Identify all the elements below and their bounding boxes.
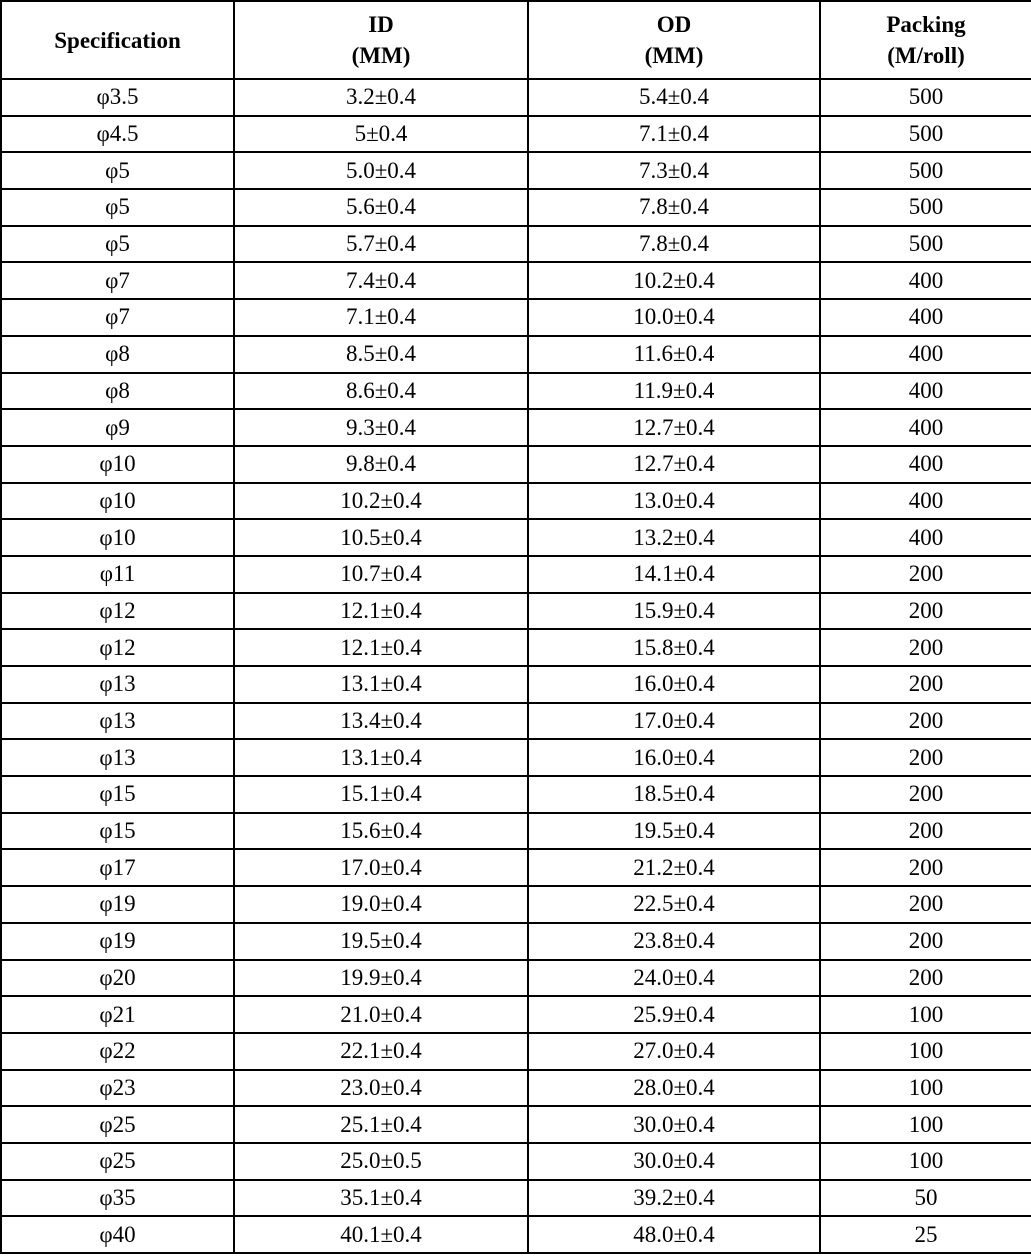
- header-id-unit: (MM): [351, 43, 411, 68]
- cell-id: 12.1±0.4: [234, 593, 528, 630]
- cell-specification: φ5: [1, 226, 234, 263]
- cell-specification: φ4.5: [1, 116, 234, 153]
- cell-specification: φ5: [1, 189, 234, 226]
- cell-packing: 100: [820, 996, 1031, 1033]
- cell-id: 5.7±0.4: [234, 226, 528, 263]
- header-od-label: OD: [656, 12, 692, 37]
- cell-id: 13.1±0.4: [234, 739, 528, 776]
- header-specification-label: Specification: [54, 27, 181, 53]
- cell-packing: 50: [820, 1180, 1031, 1217]
- cell-od: 13.0±0.4: [528, 483, 820, 520]
- cell-packing: 400: [820, 409, 1031, 446]
- header-id: [234, 1, 528, 79]
- cell-packing: 100: [820, 1106, 1031, 1143]
- cell-specification: φ12: [1, 593, 234, 630]
- cell-id: 15.6±0.4: [234, 813, 528, 850]
- cell-od: 22.5±0.4: [528, 886, 820, 923]
- cell-id: 13.1±0.4: [234, 666, 528, 703]
- cell-packing: 500: [820, 189, 1031, 226]
- cell-od: 16.0±0.4: [528, 666, 820, 703]
- cell-specification: φ40: [1, 1216, 234, 1253]
- cell-od: 23.8±0.4: [528, 923, 820, 960]
- table-row: [1, 409, 1031, 446]
- cell-od: 21.2±0.4: [528, 849, 820, 886]
- cell-id: 15.1±0.4: [234, 776, 528, 813]
- cell-od: 5.4±0.4: [528, 79, 820, 116]
- cell-id: 25.1±0.4: [234, 1106, 528, 1143]
- cell-specification: φ9: [1, 409, 234, 446]
- table-row: [1, 996, 1031, 1033]
- cell-specification: φ20: [1, 960, 234, 997]
- cell-packing: 400: [820, 519, 1031, 556]
- cell-od: 7.1±0.4: [528, 116, 820, 153]
- cell-specification: φ15: [1, 776, 234, 813]
- cell-specification: φ19: [1, 886, 234, 923]
- cell-specification: φ13: [1, 666, 234, 703]
- header-id-label: ID: [368, 12, 394, 37]
- cell-specification: φ10: [1, 446, 234, 483]
- cell-od: 15.8±0.4: [528, 629, 820, 666]
- table-row: [1, 189, 1031, 226]
- cell-id: 7.1±0.4: [234, 299, 528, 336]
- cell-packing: 200: [820, 886, 1031, 923]
- cell-packing: 25: [820, 1216, 1031, 1253]
- cell-specification: φ10: [1, 519, 234, 556]
- cell-specification: φ21: [1, 996, 234, 1033]
- table-row: [1, 629, 1031, 666]
- cell-packing: 400: [820, 336, 1031, 373]
- cell-id: 8.5±0.4: [234, 336, 528, 373]
- table-row: [1, 556, 1031, 593]
- cell-od: 14.1±0.4: [528, 556, 820, 593]
- cell-id: 19.5±0.4: [234, 923, 528, 960]
- cell-specification: φ23: [1, 1070, 234, 1107]
- cell-od: 25.9±0.4: [528, 996, 820, 1033]
- cell-id: 5±0.4: [234, 116, 528, 153]
- table-row: [1, 226, 1031, 263]
- table-row: [1, 666, 1031, 703]
- cell-specification: φ8: [1, 336, 234, 373]
- cell-od: 10.0±0.4: [528, 299, 820, 336]
- table-row: [1, 519, 1031, 556]
- cell-packing: 400: [820, 483, 1031, 520]
- table-row: [1, 116, 1031, 153]
- cell-id: 10.7±0.4: [234, 556, 528, 593]
- cell-packing: 500: [820, 116, 1031, 153]
- cell-od: 7.8±0.4: [528, 226, 820, 263]
- cell-id: 19.9±0.4: [234, 960, 528, 997]
- cell-specification: φ7: [1, 299, 234, 336]
- header-packing: [820, 1, 1031, 79]
- cell-packing: 400: [820, 373, 1031, 410]
- cell-od: 18.5±0.4: [528, 776, 820, 813]
- cell-packing: 500: [820, 226, 1031, 263]
- cell-id: 5.0±0.4: [234, 152, 528, 189]
- cell-od: 11.9±0.4: [528, 373, 820, 410]
- table-row: [1, 739, 1031, 776]
- cell-packing: 500: [820, 79, 1031, 116]
- cell-packing: 200: [820, 923, 1031, 960]
- cell-specification: φ11: [1, 556, 234, 593]
- cell-id: 7.4±0.4: [234, 262, 528, 299]
- cell-od: 13.2±0.4: [528, 519, 820, 556]
- cell-specification: φ5: [1, 152, 234, 189]
- cell-od: 16.0±0.4: [528, 739, 820, 776]
- table-row: [1, 703, 1031, 740]
- cell-od: 39.2±0.4: [528, 1180, 820, 1217]
- cell-od: 10.2±0.4: [528, 262, 820, 299]
- cell-packing: 500: [820, 152, 1031, 189]
- cell-packing: 200: [820, 629, 1031, 666]
- cell-id: 13.4±0.4: [234, 703, 528, 740]
- cell-specification: φ19: [1, 923, 234, 960]
- table-row: [1, 923, 1031, 960]
- cell-id: 40.1±0.4: [234, 1216, 528, 1253]
- table-row: [1, 813, 1031, 850]
- cell-packing: 200: [820, 960, 1031, 997]
- cell-od: 12.7±0.4: [528, 409, 820, 446]
- cell-id: 9.3±0.4: [234, 409, 528, 446]
- table-row: [1, 1143, 1031, 1180]
- header-packing-unit: (M/roll): [887, 43, 965, 68]
- header-od-unit: (MM): [644, 43, 704, 68]
- cell-specification: φ25: [1, 1143, 234, 1180]
- table-row: [1, 79, 1031, 116]
- cell-specification: φ12: [1, 629, 234, 666]
- cell-specification: φ25: [1, 1106, 234, 1143]
- table-row: [1, 886, 1031, 923]
- header-od: [528, 1, 820, 79]
- cell-od: 11.6±0.4: [528, 336, 820, 373]
- cell-id: 3.2±0.4: [234, 79, 528, 116]
- cell-id: 19.0±0.4: [234, 886, 528, 923]
- cell-id: 12.1±0.4: [234, 629, 528, 666]
- table-row: [1, 152, 1031, 189]
- table-row: [1, 593, 1031, 630]
- cell-od: 12.7±0.4: [528, 446, 820, 483]
- cell-specification: φ8: [1, 373, 234, 410]
- table-row: [1, 446, 1031, 483]
- cell-packing: 200: [820, 849, 1031, 886]
- cell-packing: 100: [820, 1033, 1031, 1070]
- cell-specification: φ17: [1, 849, 234, 886]
- cell-specification: φ3.5: [1, 79, 234, 116]
- table-row: [1, 776, 1031, 813]
- table-row: [1, 1216, 1031, 1253]
- cell-id: 5.6±0.4: [234, 189, 528, 226]
- header-packing-label: Packing: [886, 12, 966, 37]
- cell-od: 19.5±0.4: [528, 813, 820, 850]
- table-body: [1, 79, 1031, 1253]
- cell-specification: φ15: [1, 813, 234, 850]
- cell-od: 48.0±0.4: [528, 1216, 820, 1253]
- cell-specification: φ7: [1, 262, 234, 299]
- cell-packing: 200: [820, 813, 1031, 850]
- table-row: [1, 960, 1031, 997]
- cell-id: 10.2±0.4: [234, 483, 528, 520]
- cell-id: 17.0±0.4: [234, 849, 528, 886]
- cell-id: 25.0±0.5: [234, 1143, 528, 1180]
- cell-od: 7.3±0.4: [528, 152, 820, 189]
- cell-packing: 400: [820, 299, 1031, 336]
- table-row: [1, 1180, 1031, 1217]
- cell-packing: 200: [820, 556, 1031, 593]
- table-row: [1, 299, 1031, 336]
- cell-id: 9.8±0.4: [234, 446, 528, 483]
- cell-specification: φ10: [1, 483, 234, 520]
- cell-id: 10.5±0.4: [234, 519, 528, 556]
- cell-id: 23.0±0.4: [234, 1070, 528, 1107]
- cell-od: 24.0±0.4: [528, 960, 820, 997]
- cell-packing: 200: [820, 703, 1031, 740]
- cell-specification: φ35: [1, 1180, 234, 1217]
- cell-id: 22.1±0.4: [234, 1033, 528, 1070]
- cell-packing: 400: [820, 446, 1031, 483]
- cell-packing: 200: [820, 666, 1031, 703]
- table-row: [1, 336, 1031, 373]
- cell-packing: 200: [820, 593, 1031, 630]
- cell-id: 21.0±0.4: [234, 996, 528, 1033]
- table-row: [1, 1106, 1031, 1143]
- cell-specification: φ22: [1, 1033, 234, 1070]
- cell-od: 15.9±0.4: [528, 593, 820, 630]
- cell-od: 17.0±0.4: [528, 703, 820, 740]
- cell-id: 8.6±0.4: [234, 373, 528, 410]
- table-row: [1, 849, 1031, 886]
- cell-od: 27.0±0.4: [528, 1033, 820, 1070]
- table-row: [1, 373, 1031, 410]
- table-row: [1, 1033, 1031, 1070]
- cell-packing: 100: [820, 1070, 1031, 1107]
- cell-od: 30.0±0.4: [528, 1106, 820, 1143]
- table-row: [1, 483, 1031, 520]
- header-row: [1, 1, 1031, 79]
- table-row: [1, 262, 1031, 299]
- cell-od: 28.0±0.4: [528, 1070, 820, 1107]
- cell-od: 7.8±0.4: [528, 189, 820, 226]
- cell-packing: 400: [820, 262, 1031, 299]
- table-row: [1, 1070, 1031, 1107]
- cell-specification: φ13: [1, 739, 234, 776]
- cell-packing: 200: [820, 776, 1031, 813]
- cell-id: 35.1±0.4: [234, 1180, 528, 1217]
- header-specification: [1, 1, 234, 79]
- cell-packing: 100: [820, 1143, 1031, 1180]
- cell-od: 30.0±0.4: [528, 1143, 820, 1180]
- cell-specification: φ13: [1, 703, 234, 740]
- cell-packing: 200: [820, 739, 1031, 776]
